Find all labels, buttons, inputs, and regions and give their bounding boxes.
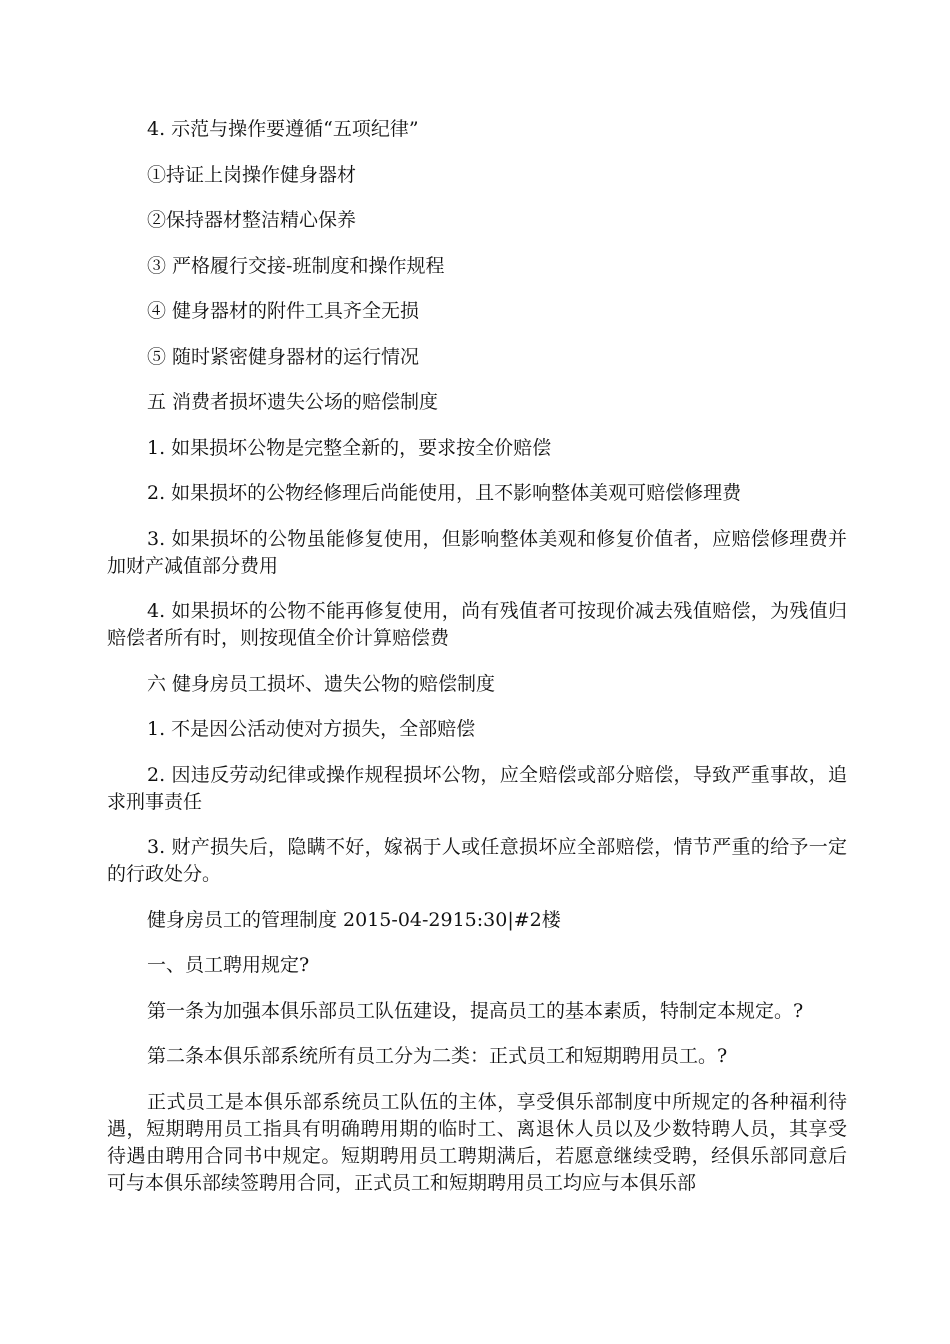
paragraph-discipline-item-1: ①持证上岗操作健身器材 bbox=[147, 164, 357, 186]
paragraph-staff-item-3: 3. 财产损失后，隐瞒不好，嫁祸于人或任意损坏应全部赔偿，情节严重的给予一定的行政处分。 bbox=[107, 836, 847, 885]
section-heading-consumer-compensation: 五 消费者损坏遗失公场的赔偿制度 bbox=[147, 391, 439, 413]
paragraph-article-2: 第二条本俱乐部系统所有员工分为二类：正式员工和短期聘用员工。? bbox=[147, 1045, 728, 1067]
paragraph-consumer-item-1: 1. 如果损坏公物是完整全新的，要求按全价赔偿 bbox=[147, 437, 552, 459]
paragraph-discipline-heading: 4. 示范与操作要遵循“五项纪律” bbox=[147, 118, 419, 140]
paragraph-discipline-item-5: ⑤ 随时紧密健身器材的运行情况 bbox=[147, 346, 420, 368]
paragraph-consumer-item-4: 4. 如果损坏的公物不能再修复使用，尚有残值者可按现价减去残值赔偿，为残值归赔偿者所有时，则按现值全价计算赔偿费 bbox=[107, 600, 847, 649]
paragraph-consumer-item-3: 3. 如果损坏的公物虽能修复使用，但影响整体美观和修复价值者，应赔偿修理费并加财产减值部分费用 bbox=[107, 528, 847, 577]
paragraph-employee-types: 正式员工是本俱乐部系统员工队伍的主体，享受俱乐部制度中所规定的各种福利待遇，短期聘用员工指具有明确聘用期的临时工、离退休人员以及少数特聘人员，其享受待遇由聘用合同书中规定。短期聘用员工聘期满后，若愿意继续受聘，经俱乐部同意后可与本俱乐部续签聘用合同，正式员工和短期聘用员工均应与本俱乐部 bbox=[107, 1091, 847, 1194]
paragraph-discipline-item-2: ②保持器材整洁精心保养 bbox=[147, 209, 357, 231]
section-heading-staff-compensation: 六 健身房员工损坏、遗失公物的赔偿制度 bbox=[147, 673, 496, 695]
paragraph-discipline-item-3: ③ 严格履行交接-班制度和操作规程 bbox=[147, 255, 445, 277]
paragraph-staff-item-2: 2. 因违反劳动纪律或操作规程损坏公物，应全赔偿或部分赔偿，导致严重事故，追求刑事责任 bbox=[107, 764, 847, 813]
paragraph-article-1: 第一条为加强本俱乐部员工队伍建设，提高员工的基本素质，特制定本规定。? bbox=[147, 1000, 804, 1022]
paragraph-discipline-item-4: ④ 健身器材的附件工具齐全无损 bbox=[147, 300, 420, 322]
post-header-line: 健身房员工的管理制度 2015-04-2915:30|#2楼 bbox=[147, 909, 561, 931]
section-heading-hiring-rules: 一、员工聘用规定? bbox=[147, 954, 310, 976]
paragraph-staff-item-1: 1. 不是因公活动使对方损失，全部赔偿 bbox=[147, 718, 476, 740]
paragraph-consumer-item-2: 2. 如果损坏的公物经修理后尚能使用，且不影响整体美观可赔偿修理费 bbox=[147, 482, 742, 504]
